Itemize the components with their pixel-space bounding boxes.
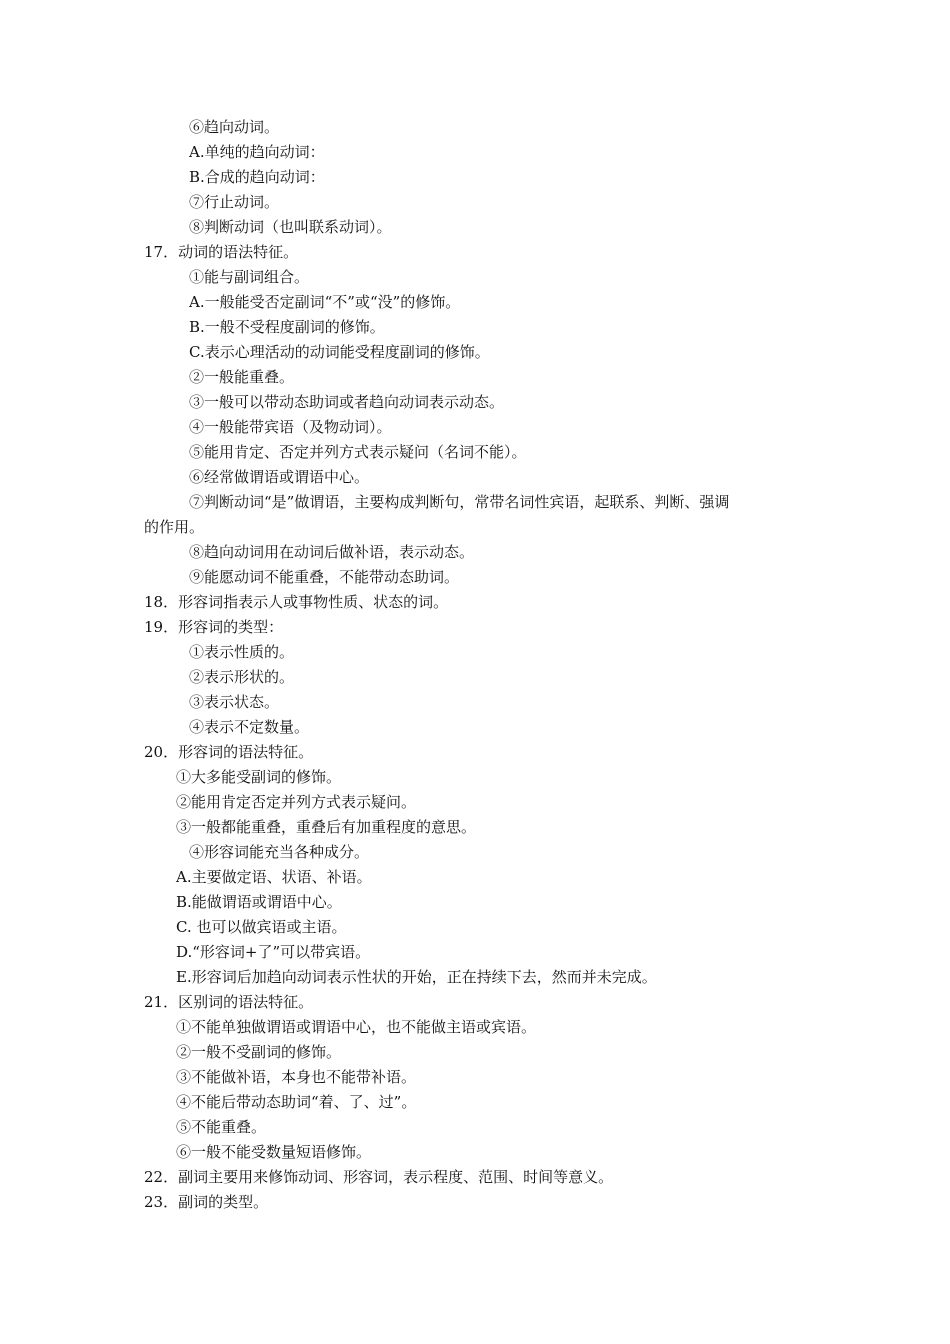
list-item: ③表示状态。 <box>189 693 280 711</box>
list-item: ⑥趋向动词。 <box>189 118 280 136</box>
list-item: ②一般不受副词的修饰。 <box>176 1043 342 1061</box>
list-item: ⑧判断动词（也叫联系动词）。 <box>189 218 392 236</box>
list-item: ②能用肯定否定并列方式表示疑问。 <box>176 793 417 811</box>
list-item: ⑨能愿动词不能重叠，不能带动态助词。 <box>189 568 460 586</box>
list-item: ①能与副词组合。 <box>189 268 310 286</box>
list-item-continuation: 的作用。 <box>144 518 205 536</box>
list-item: B.合成的趋向动词： <box>189 168 325 186</box>
section-heading: 23．副词的类型。 <box>144 1193 269 1211</box>
list-item: ③一般可以带动态助词或者趋向动词表示动态。 <box>189 393 505 411</box>
list-item: C. 也可以做宾语或主语。 <box>176 918 347 936</box>
list-item: ②表示形状的。 <box>189 668 295 686</box>
list-item: C.表示心理活动的动词能受程度副词的修饰。 <box>189 343 490 361</box>
list-item: ⑥经常做谓语或谓语中心。 <box>189 468 370 486</box>
list-item: ④一般能带宾语（及物动词）。 <box>189 418 392 436</box>
list-item: ⑥一般不能受数量短语修饰。 <box>176 1143 372 1161</box>
list-item: D.“形容词+了”可以带宾语。 <box>176 943 371 961</box>
list-item: ①大多能受副词的修饰。 <box>176 768 342 786</box>
list-item: B.一般不受程度副词的修饰。 <box>189 318 385 336</box>
list-item: ⑤能用肯定、否定并列方式表示疑问（名词不能）。 <box>189 443 527 461</box>
list-item: ④形容词能充当各种成分。 <box>189 843 370 861</box>
list-item: ③不能做补语，本身也不能带补语。 <box>176 1068 417 1086</box>
section-heading: 17．动词的语法特征。 <box>144 243 299 261</box>
list-item: ⑦行止动词。 <box>189 193 280 211</box>
list-item: ④不能后带动态助词“着、了、过”。 <box>176 1093 417 1111</box>
list-item: ①表示性质的。 <box>189 643 295 661</box>
list-item: ③一般都能重叠，重叠后有加重程度的意思。 <box>176 818 477 836</box>
list-item: B.能做谓语或谓语中心。 <box>176 893 342 911</box>
list-item: ①不能单独做谓语或谓语中心，也不能做主语或宾语。 <box>176 1018 537 1036</box>
list-item: A.一般能受否定副词“不”或“没”的修饰。 <box>189 293 461 311</box>
list-item: ④表示不定数量。 <box>189 718 310 736</box>
section-heading: 18．形容词指表示人或事物性质、状态的词。 <box>144 593 449 611</box>
list-item: E.形容词后加趋向动词表示性状的开始，正在持续下去，然而并未完成。 <box>176 968 657 986</box>
section-heading: 22．副词主要用来修饰动词、形容词，表示程度、范围、时间等意义。 <box>144 1168 614 1186</box>
list-item: ⑦判断动词“是”做谓语，主要构成判断句，常带名词性宾语，起联系、判断、强调 <box>189 493 730 511</box>
section-heading: 21．区别词的语法特征。 <box>144 993 314 1011</box>
section-heading: 20．形容词的语法特征。 <box>144 743 314 761</box>
list-item: ⑧趋向动词用在动词后做补语，表示动态。 <box>189 543 475 561</box>
list-item: ②一般能重叠。 <box>189 368 295 386</box>
list-item: ⑤不能重叠。 <box>176 1118 267 1136</box>
section-heading: 19．形容词的类型： <box>144 618 284 636</box>
list-item: A.主要做定语、状语、补语。 <box>176 868 372 886</box>
list-item: A.单纯的趋向动词： <box>189 143 325 161</box>
